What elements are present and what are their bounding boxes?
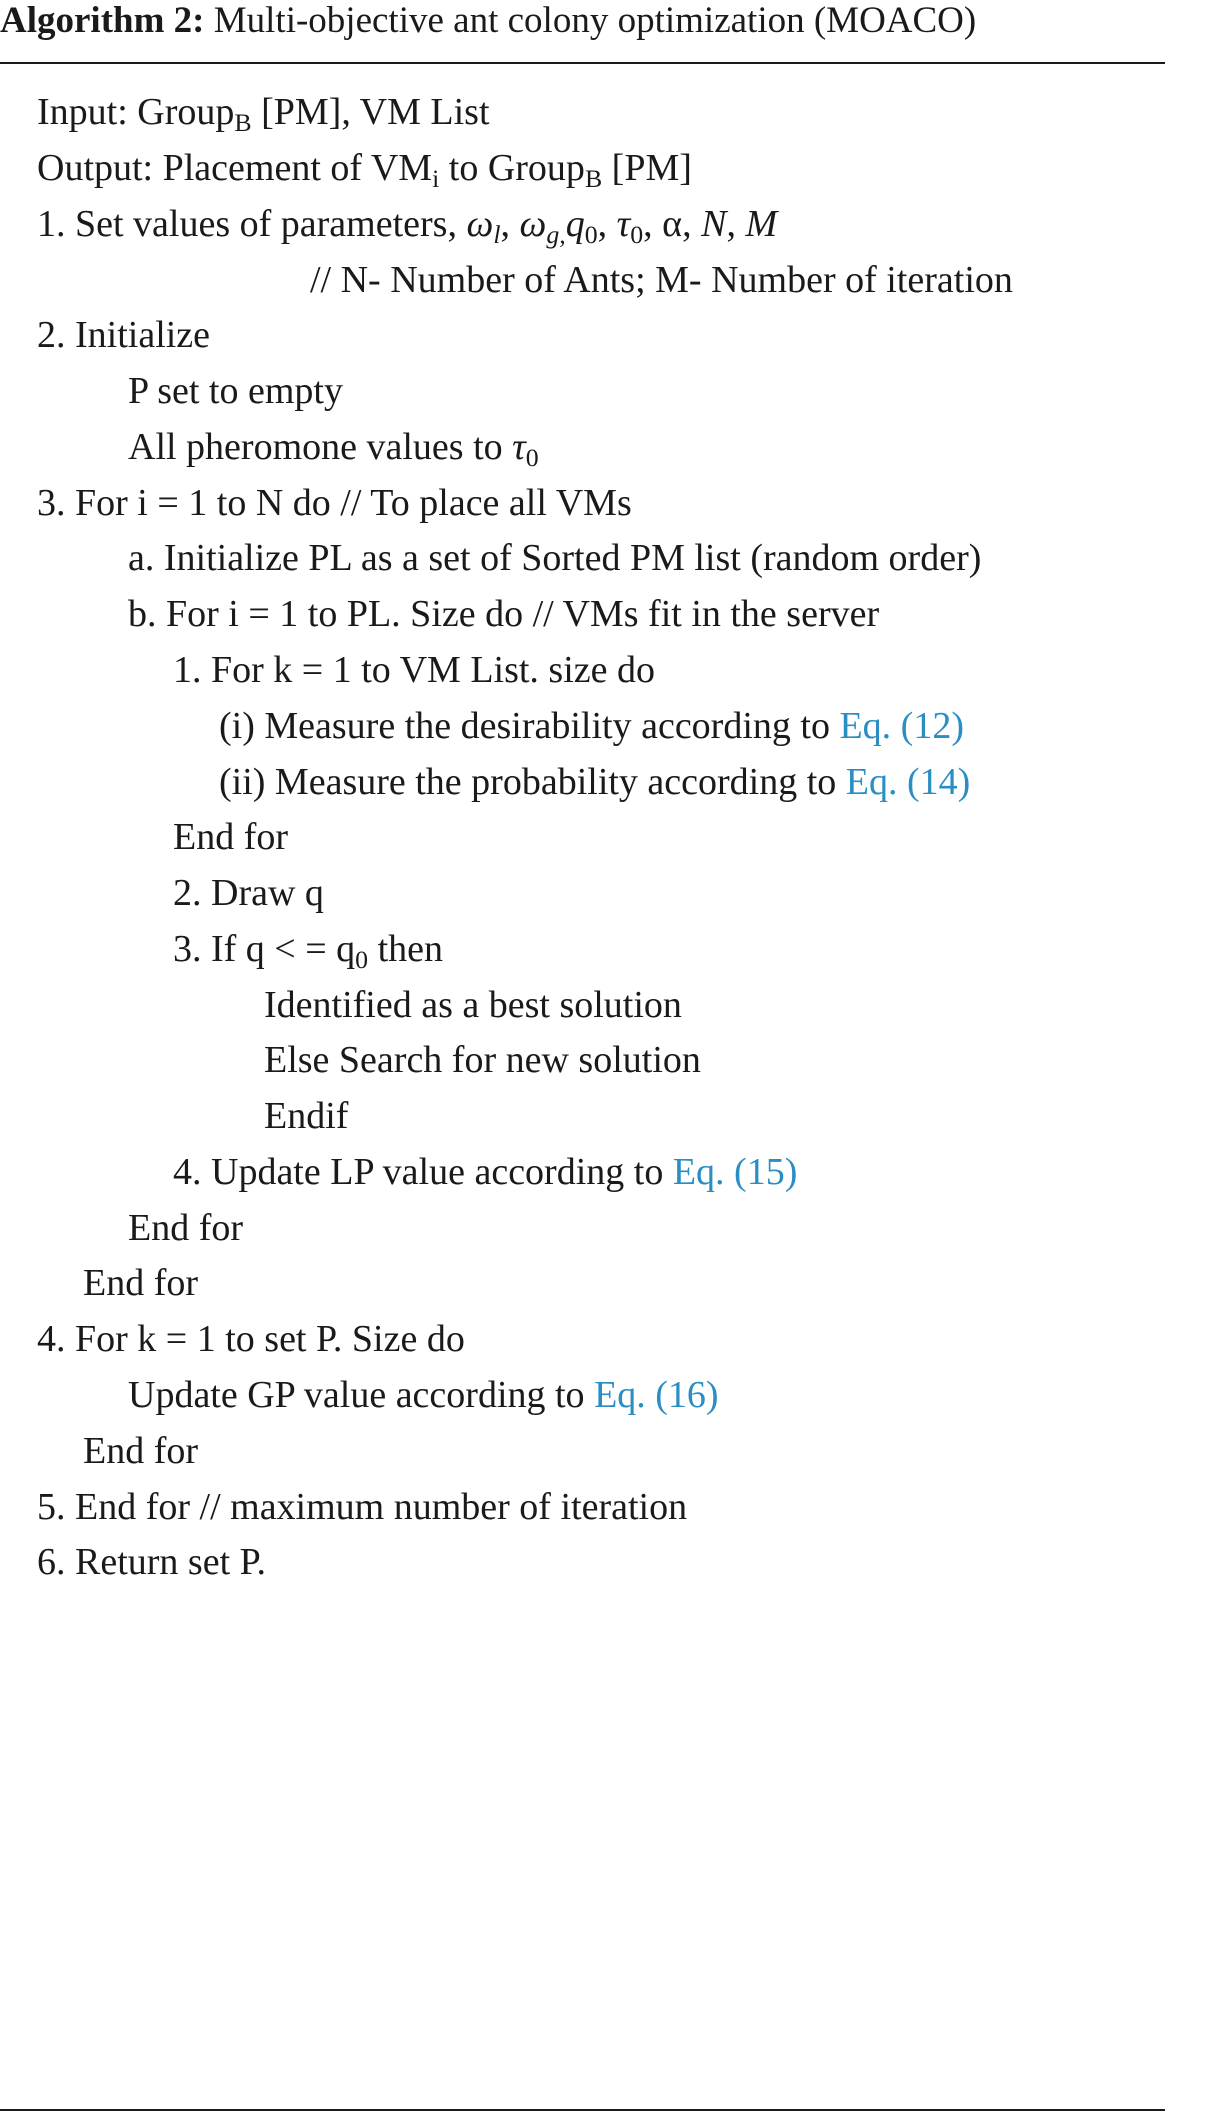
line-text: , <box>726 203 746 245</box>
line-text: to Group <box>439 147 585 189</box>
algorithm-line-step-3b-3 <box>173 924 443 974</box>
algorithm-line-step-4-update <box>128 1370 719 1420</box>
algorithm-line-step-3a <box>128 533 981 583</box>
math-symbol: ω <box>466 203 494 245</box>
algorithm-line-end-for-k <box>173 812 288 862</box>
algorithm-caption <box>0 0 976 42</box>
equation-link[interactable]: Eq. (16) <box>594 1374 719 1416</box>
line-text: [PM], VM List <box>251 91 490 133</box>
algorithm-line-end-for-set-p <box>83 1426 198 1476</box>
line-text: Update GP value according to <box>128 1374 595 1416</box>
line-text: a. Initialize PL as a set of Sorted PM list (random order) <box>128 537 982 579</box>
algorithm-line-step-3b-1-ii <box>219 757 970 807</box>
algorithm-line-endif <box>264 1091 348 1141</box>
math-subscript: l <box>493 220 501 250</box>
top-rule <box>0 62 1165 64</box>
line-text: All pheromone values to <box>128 426 513 468</box>
equation-link[interactable]: Eq. (15) <box>672 1151 798 1193</box>
algorithm-line-step-3b <box>128 589 879 639</box>
algorithm-line-step-2-p-empty <box>128 366 343 416</box>
math-symbol: τ <box>512 426 526 468</box>
equation-link[interactable]: Eq. (14) <box>845 761 971 803</box>
subscript: 0 <box>525 443 539 473</box>
line-text: Else Search for new solution <box>264 1039 701 1081</box>
line-text: End for <box>83 1430 199 1472</box>
algorithm-line-input <box>37 87 490 137</box>
subscript: 0 <box>630 220 644 250</box>
line-text: Endif <box>264 1095 349 1137</box>
line-text: End for <box>83 1262 199 1304</box>
line-text: , <box>500 203 520 245</box>
subscript: 0 <box>584 220 598 250</box>
line-text: [PM] <box>602 147 692 189</box>
algorithm-line-step-2 <box>37 310 210 360</box>
algorithm-line-best-solution <box>264 980 682 1030</box>
line-text: 3. For i = 1 to N do // To place all VMs <box>37 482 632 524</box>
line-text: 1. For k = 1 to VM List. size do <box>173 649 656 691</box>
line-text: 5. End for // maximum number of iteration <box>37 1486 688 1528</box>
line-text: Identified as a best solution <box>264 984 682 1026</box>
algorithm-line-step-3b-1 <box>173 645 655 695</box>
algorithm-line-end-for-pl <box>128 1203 243 1253</box>
line-text: // N- Number of Ants; M- Number of iteration <box>310 259 1013 301</box>
algorithm-line-step-3b-4 <box>173 1147 797 1197</box>
algorithm-line-else-search <box>264 1035 701 1085</box>
line-text: , <box>597 203 617 245</box>
line-text: P set to empty <box>128 370 343 412</box>
math-symbol: τ <box>616 203 631 245</box>
algorithm-title: Multi-objective ant colony optimization (MOACO) <box>213 0 977 41</box>
algorithm-line-end-for-n <box>83 1258 198 1308</box>
line-text: Input: Group <box>37 91 235 133</box>
subscript: 0 <box>355 945 369 975</box>
line-text: Output: Placement of VM <box>37 147 433 189</box>
line-text: (ii) Measure the probability according to <box>219 761 846 803</box>
subscript: B <box>584 164 603 194</box>
math-symbol: q <box>565 203 585 245</box>
algorithm-line-step-3 <box>37 478 632 528</box>
algorithm-line-step-2-pheromone <box>128 422 539 472</box>
line-text: 2. Draw q <box>173 872 324 914</box>
math-symbol: M <box>745 203 778 245</box>
subscript: B <box>234 108 252 138</box>
math-subscript: g, <box>546 220 566 250</box>
line-text: , α, <box>643 203 702 245</box>
math-symbol: ω <box>519 203 547 245</box>
equation-link[interactable]: Eq. (12) <box>839 705 964 747</box>
algorithm-line-step-5 <box>37 1482 687 1532</box>
algorithm-line-step-6 <box>37 1537 266 1587</box>
algorithm-label: Algorithm 2: <box>0 0 205 41</box>
line-text: 4. For k = 1 to set P. Size do <box>37 1318 465 1360</box>
line-text: (i) Measure the desirability according to <box>219 705 840 747</box>
line-text: 3. If q < = q <box>173 928 356 970</box>
line-text: then <box>368 928 444 970</box>
algorithm-line-step-3b-1-i <box>219 701 964 751</box>
algorithm-line-output <box>37 143 692 193</box>
line-text: 6. Return set P. <box>37 1541 267 1583</box>
algorithm-line-step-4 <box>37 1314 465 1364</box>
algorithm-line-step-3b-2 <box>173 868 324 918</box>
line-text: 4. Update LP value according to <box>173 1151 673 1193</box>
algorithm-line-step-1 <box>37 199 777 249</box>
line-text: End for <box>128 1207 244 1249</box>
bottom-rule <box>0 2109 1165 2111</box>
line-text: 2. Initialize <box>37 314 211 356</box>
line-text: b. For i = 1 to PL. Size do // VMs fit in the server <box>128 593 880 635</box>
math-symbol: N <box>701 203 727 245</box>
algorithm-line-step-1-comment <box>310 255 1013 305</box>
line-text: End for <box>173 816 289 858</box>
line-text: 1. Set values of parameters, <box>37 203 467 245</box>
subscript: i <box>432 164 440 194</box>
